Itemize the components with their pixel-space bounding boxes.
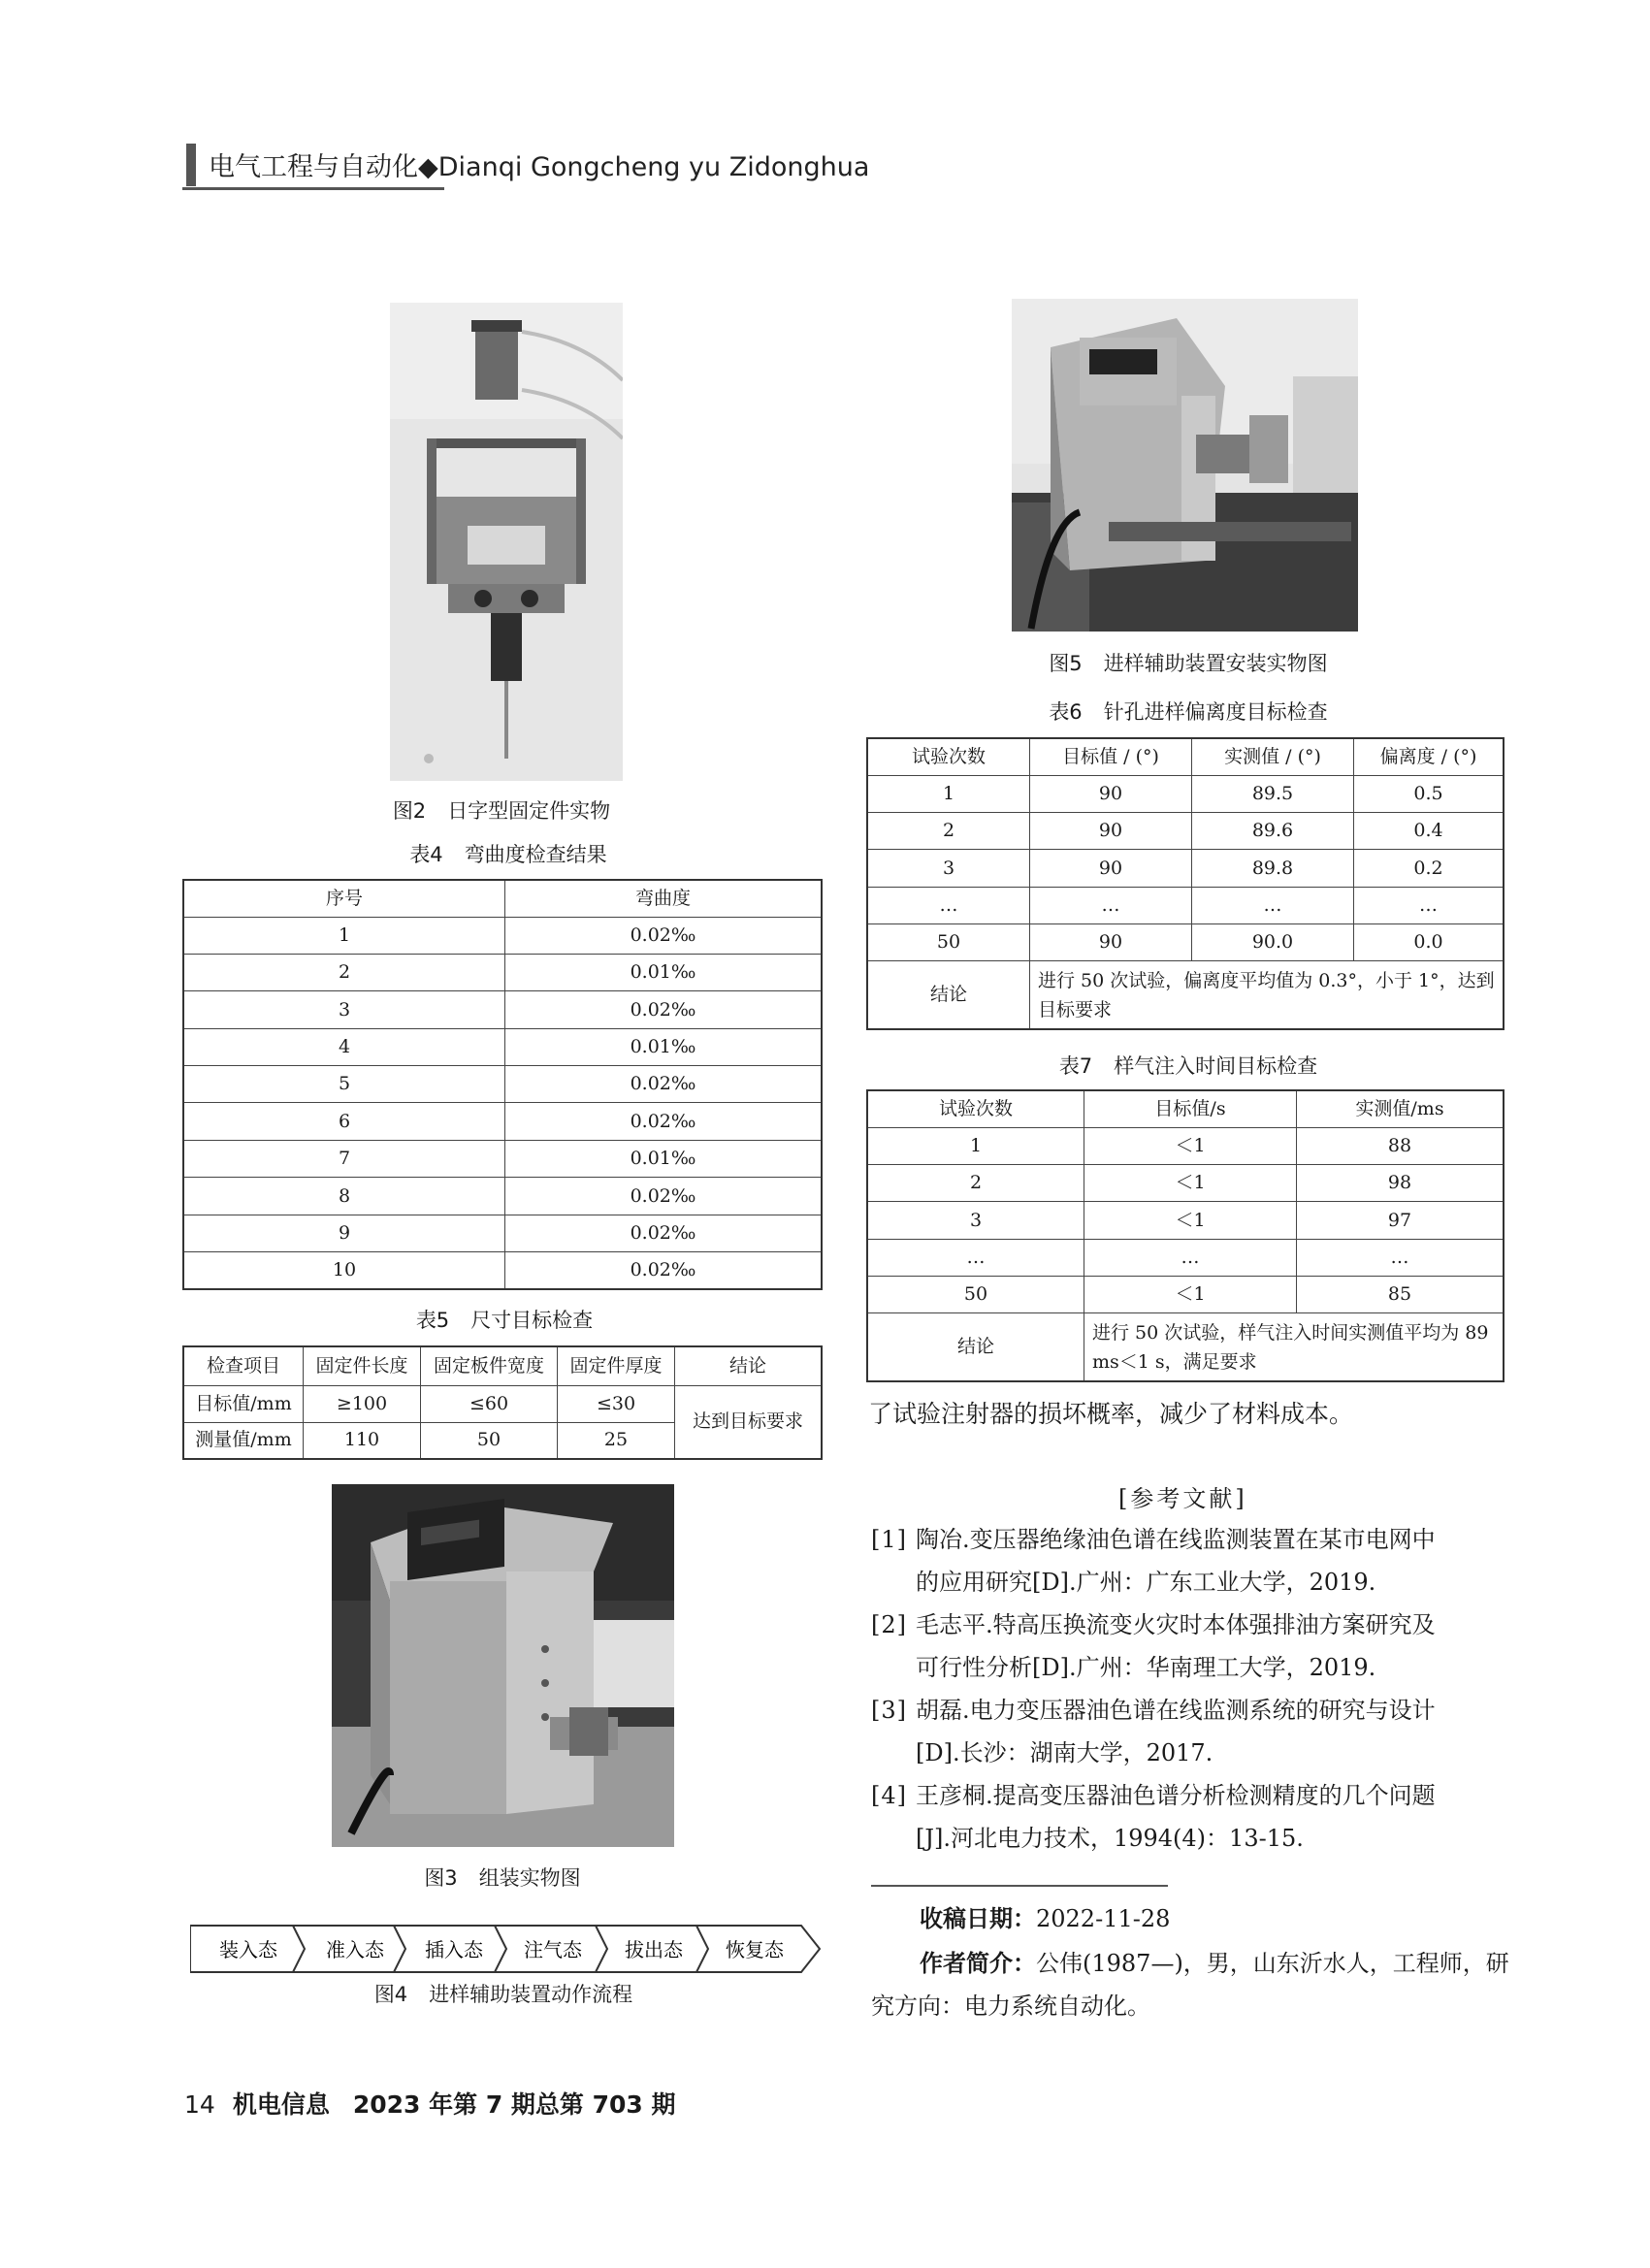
table-cell: 90: [1030, 812, 1192, 849]
table-cell: ＜1: [1084, 1127, 1297, 1164]
table-cell: 0.4: [1354, 812, 1504, 849]
table-cell: 1: [183, 917, 505, 954]
table-header-cell: 实测值 / (°): [1192, 738, 1354, 775]
table-cell: 0.02‰: [505, 917, 823, 954]
table-cell: 2: [867, 1164, 1084, 1201]
reference-text-cont: 可行性分析[D].广州：华南理工大学，2019.: [916, 1654, 1376, 1681]
table-cell: 85: [1297, 1277, 1504, 1313]
table-cell: 0.5: [1354, 775, 1504, 812]
author-line-2: 究方向：电力系统自动化。: [871, 1993, 1150, 2020]
figure-5-number: 图5: [1049, 652, 1083, 675]
table-row: [183, 917, 822, 954]
table-cell: 89.5: [1192, 775, 1354, 812]
table-cell: …: [867, 887, 1030, 923]
flow-step: 注气态: [524, 1938, 582, 1961]
flow-step: 恢复态: [726, 1938, 784, 1961]
received-date: [920, 1899, 1170, 1933]
table-cell: ＜1: [1084, 1277, 1297, 1313]
table-cell: 7: [183, 1140, 505, 1177]
table-header-cell: 检查项目: [183, 1346, 304, 1385]
table-cell: 0.02‰: [505, 1103, 823, 1140]
table-row: [867, 1277, 1504, 1313]
figure-2-number: 图2: [392, 799, 427, 823]
flow-step: 插入态: [425, 1938, 483, 1961]
table-cell: ≤30: [558, 1385, 675, 1422]
table-cell: 0.02‰: [505, 1178, 823, 1215]
reference-number: [4]: [871, 1782, 907, 1809]
table-cell: …: [1297, 1239, 1504, 1276]
table-cell: 0.02‰: [505, 1066, 823, 1103]
flow-step: 拔出态: [625, 1938, 683, 1961]
table-row: [183, 954, 822, 990]
table-row: [867, 775, 1504, 812]
table-header-cell: 试验次数: [867, 738, 1030, 775]
table-cell: 90.0: [1192, 924, 1354, 961]
table-cell: 0.01‰: [505, 1140, 823, 1177]
table-cell: 4: [183, 1028, 505, 1065]
table-cell: ＜1: [1084, 1202, 1297, 1239]
table-cell: 0.02‰: [505, 1215, 823, 1251]
table-4-number: 表4: [409, 843, 443, 866]
diamond-icon: ◆: [418, 152, 438, 182]
table-5-caption: [398, 1305, 611, 1334]
table-4-caption: [392, 839, 625, 868]
table-cell: …: [1354, 887, 1504, 923]
table-6-caption: [1019, 697, 1358, 726]
table-cell: 3: [867, 850, 1030, 887]
table-cell: 2: [867, 812, 1030, 849]
table-cell: …: [1192, 887, 1354, 923]
table-cell: 0.0: [1354, 924, 1504, 961]
table-5-number: 表5: [415, 1309, 450, 1332]
table-cell: 0.02‰: [505, 1252, 823, 1289]
table-cell: ≥100: [304, 1385, 421, 1422]
table-row: [867, 961, 1504, 1029]
flow-step: 装入态: [219, 1938, 277, 1961]
reference-text-cont: [J].河北电力技术，1994(4)：13-15.: [916, 1825, 1304, 1852]
figure-2-title: 日字型固定件实物: [447, 799, 611, 823]
author-line-1: 公伟(1987—)，男，山东沂水人，工程师，研: [1036, 1950, 1509, 1977]
issue-info: 2023 年第 7 期总第 703 期: [352, 2090, 676, 2119]
page-footer: [184, 2086, 676, 2121]
table-cell: 8: [183, 1178, 505, 1215]
table-row: [183, 1066, 822, 1103]
figure-3-photo: [332, 1484, 674, 1847]
figure-3-caption: [401, 1863, 604, 1892]
figure-2-caption: [380, 795, 623, 825]
author-label: 作者简介：: [920, 1949, 1036, 1977]
reference-text: 毛志平.特高压换流变火灾时本体强排油方案研究及: [916, 1611, 1436, 1638]
table-header-cell: 固定板件宽度: [421, 1346, 558, 1385]
table-header-cell: 序号: [183, 880, 505, 917]
table-7-caption: [1043, 1051, 1334, 1080]
table-cell: 25: [558, 1422, 675, 1459]
figure-5-title: 进样辅助装置安装实物图: [1103, 652, 1328, 675]
figure-4-caption: [353, 1979, 654, 2008]
table-header-cell: 偏离度 / (°): [1354, 738, 1504, 775]
table-cell: 结论: [867, 1313, 1084, 1381]
table-row: [867, 812, 1504, 849]
reference-number: [1]: [871, 1526, 907, 1553]
flow-separator: [293, 1926, 305, 1972]
flow-separator: [495, 1926, 506, 1972]
table-6-conclusion: 进行 50 次试验，偏离度平均值为 0.3°，小于 1°，达到目标要求: [1030, 961, 1504, 1029]
table-row: [183, 1140, 822, 1177]
header-title-cn: 电气工程与自动化: [209, 152, 418, 182]
header-title-pinyin: Dianqi Gongcheng yu Zidonghua: [437, 152, 870, 182]
table-cell: 测量值/mm: [183, 1422, 304, 1459]
table-7: [866, 1089, 1504, 1382]
table-header-cell: 实测值/ms: [1297, 1090, 1504, 1127]
table-row: [183, 1252, 822, 1289]
table-cell: 50: [867, 1277, 1084, 1313]
body-paragraph-end: 了试验注射器的损坏概率，减少了材料成本。: [868, 1400, 1354, 1428]
table-row: [183, 1103, 822, 1140]
table-row: [183, 1028, 822, 1065]
page-number: 14: [184, 2090, 215, 2119]
table-cell: 目标值/mm: [183, 1385, 304, 1422]
flow-separator: [596, 1926, 607, 1972]
footnote-rule: [871, 1885, 1168, 1887]
received-label: 收稿日期：: [920, 1904, 1036, 1932]
table-cell: 1: [867, 1127, 1084, 1164]
figure-3-number: 图3: [424, 1866, 458, 1890]
table-7-number: 表7: [1058, 1054, 1093, 1078]
table-cell: 结论: [867, 961, 1030, 1029]
table-cell: 90: [1030, 924, 1192, 961]
reference-number: [2]: [871, 1611, 907, 1638]
reference-2: [871, 1604, 1523, 1689]
table-cell: 0.2: [1354, 850, 1504, 887]
table-cell: 1: [867, 775, 1030, 812]
table-7-title: 样气注入时间目标检查: [1114, 1054, 1318, 1078]
table-cell: 5: [183, 1066, 505, 1103]
table-cell: …: [1084, 1239, 1297, 1276]
table-4-title: 弯曲度检查结果: [464, 843, 607, 866]
table-header-cell: 目标值 / (°): [1030, 738, 1192, 775]
table-cell: 3: [183, 991, 505, 1028]
table-cell: 110: [304, 1422, 421, 1459]
figure-3-title: 组装实物图: [478, 1866, 581, 1890]
table-header-cell: 弯曲度: [505, 880, 823, 917]
table-cell: …: [1030, 887, 1192, 923]
journal-name: 机电信息: [232, 2090, 330, 2119]
table-cell: 0.02‰: [505, 991, 823, 1028]
table-cell: 88: [1297, 1127, 1504, 1164]
table-row: [867, 1164, 1504, 1201]
table-row: [867, 1239, 1504, 1276]
table-cell: 89.8: [1192, 850, 1354, 887]
table-row: [867, 1202, 1504, 1239]
flow-step: 准入态: [326, 1938, 384, 1961]
table-cell: 90: [1030, 775, 1192, 812]
flow-separator: [394, 1926, 405, 1972]
table-cell: 97: [1297, 1202, 1504, 1239]
table-row: [867, 887, 1504, 923]
references-heading: [参考文献]: [1118, 1485, 1247, 1512]
reference-text-cont: [D].长沙：湖南大学，2017.: [916, 1739, 1213, 1766]
table-cell: 98: [1297, 1164, 1504, 1201]
reference-text: 王彦桐.提高变压器油色谱分析检测精度的几个问题: [916, 1782, 1436, 1809]
table-cell: 89.6: [1192, 812, 1354, 849]
figure-4-title: 进样辅助装置动作流程: [429, 1983, 633, 2006]
header-rule: [182, 187, 444, 190]
reference-text: 胡磊.电力变压器油色谱在线监测系统的研究与设计: [916, 1697, 1436, 1724]
figure-4-flow: [190, 1925, 821, 1973]
table-cell: 0.01‰: [505, 954, 823, 990]
figure-5-caption: [1028, 648, 1348, 677]
table-6: [866, 737, 1504, 1030]
table-header-cell: 目标值/s: [1084, 1090, 1297, 1127]
table-cell: ≤60: [421, 1385, 558, 1422]
table-cell: ＜1: [1084, 1164, 1297, 1201]
running-header: [209, 146, 869, 183]
author-note: [871, 1942, 1523, 2027]
table-5: [182, 1345, 823, 1460]
table-6-title: 针孔进样偏离度目标检查: [1103, 700, 1328, 724]
table-cell: 9: [183, 1215, 505, 1251]
reference-4: [871, 1774, 1523, 1860]
table-header-cell: 固定件厚度: [558, 1346, 675, 1385]
reference-text-cont: 的应用研究[D].广州：广东工业大学，2019.: [916, 1569, 1376, 1596]
table-row: [867, 1127, 1504, 1164]
table-row: [183, 1385, 822, 1422]
table-row: [867, 924, 1504, 961]
table-7-conclusion: 进行 50 次试验，样气注入时间实测值平均为 89 ms＜1 s，满足要求: [1084, 1313, 1504, 1381]
table-cell: 10: [183, 1252, 505, 1289]
received-value: 2022-11-28: [1036, 1905, 1171, 1932]
table-cell: 2: [183, 954, 505, 990]
table-5-title: 尺寸目标检查: [470, 1309, 594, 1332]
table-row: [867, 850, 1504, 887]
figure-5-photo: [1012, 299, 1358, 632]
table-header-cell: 固定件长度: [304, 1346, 421, 1385]
table-5-conclusion: 达到目标要求: [675, 1385, 823, 1459]
table-cell: 6: [183, 1103, 505, 1140]
table-4: [182, 879, 823, 1290]
table-cell: 0.01‰: [505, 1028, 823, 1065]
table-header-cell: 试验次数: [867, 1090, 1084, 1127]
reference-1: [871, 1518, 1523, 1604]
table-cell: 50: [421, 1422, 558, 1459]
figure-4-number: 图4: [373, 1983, 408, 2006]
reference-number: [3]: [871, 1697, 907, 1724]
table-row: [183, 1178, 822, 1215]
table-row: [183, 1215, 822, 1251]
header-bar: [186, 144, 196, 186]
table-cell: …: [867, 1239, 1084, 1276]
table-row: [867, 1313, 1504, 1381]
figure-2-photo: [390, 303, 623, 781]
flow-separator: [696, 1926, 708, 1972]
table-header-cell: 结论: [675, 1346, 823, 1385]
table-cell: 90: [1030, 850, 1192, 887]
reference-text: 陶冶.变压器绝缘油色谱在线监测装置在某市电网中: [916, 1526, 1436, 1553]
table-cell: 3: [867, 1202, 1084, 1239]
table-cell: 50: [867, 924, 1030, 961]
table-row: [183, 991, 822, 1028]
reference-3: [871, 1689, 1523, 1774]
table-6-number: 表6: [1049, 700, 1083, 724]
